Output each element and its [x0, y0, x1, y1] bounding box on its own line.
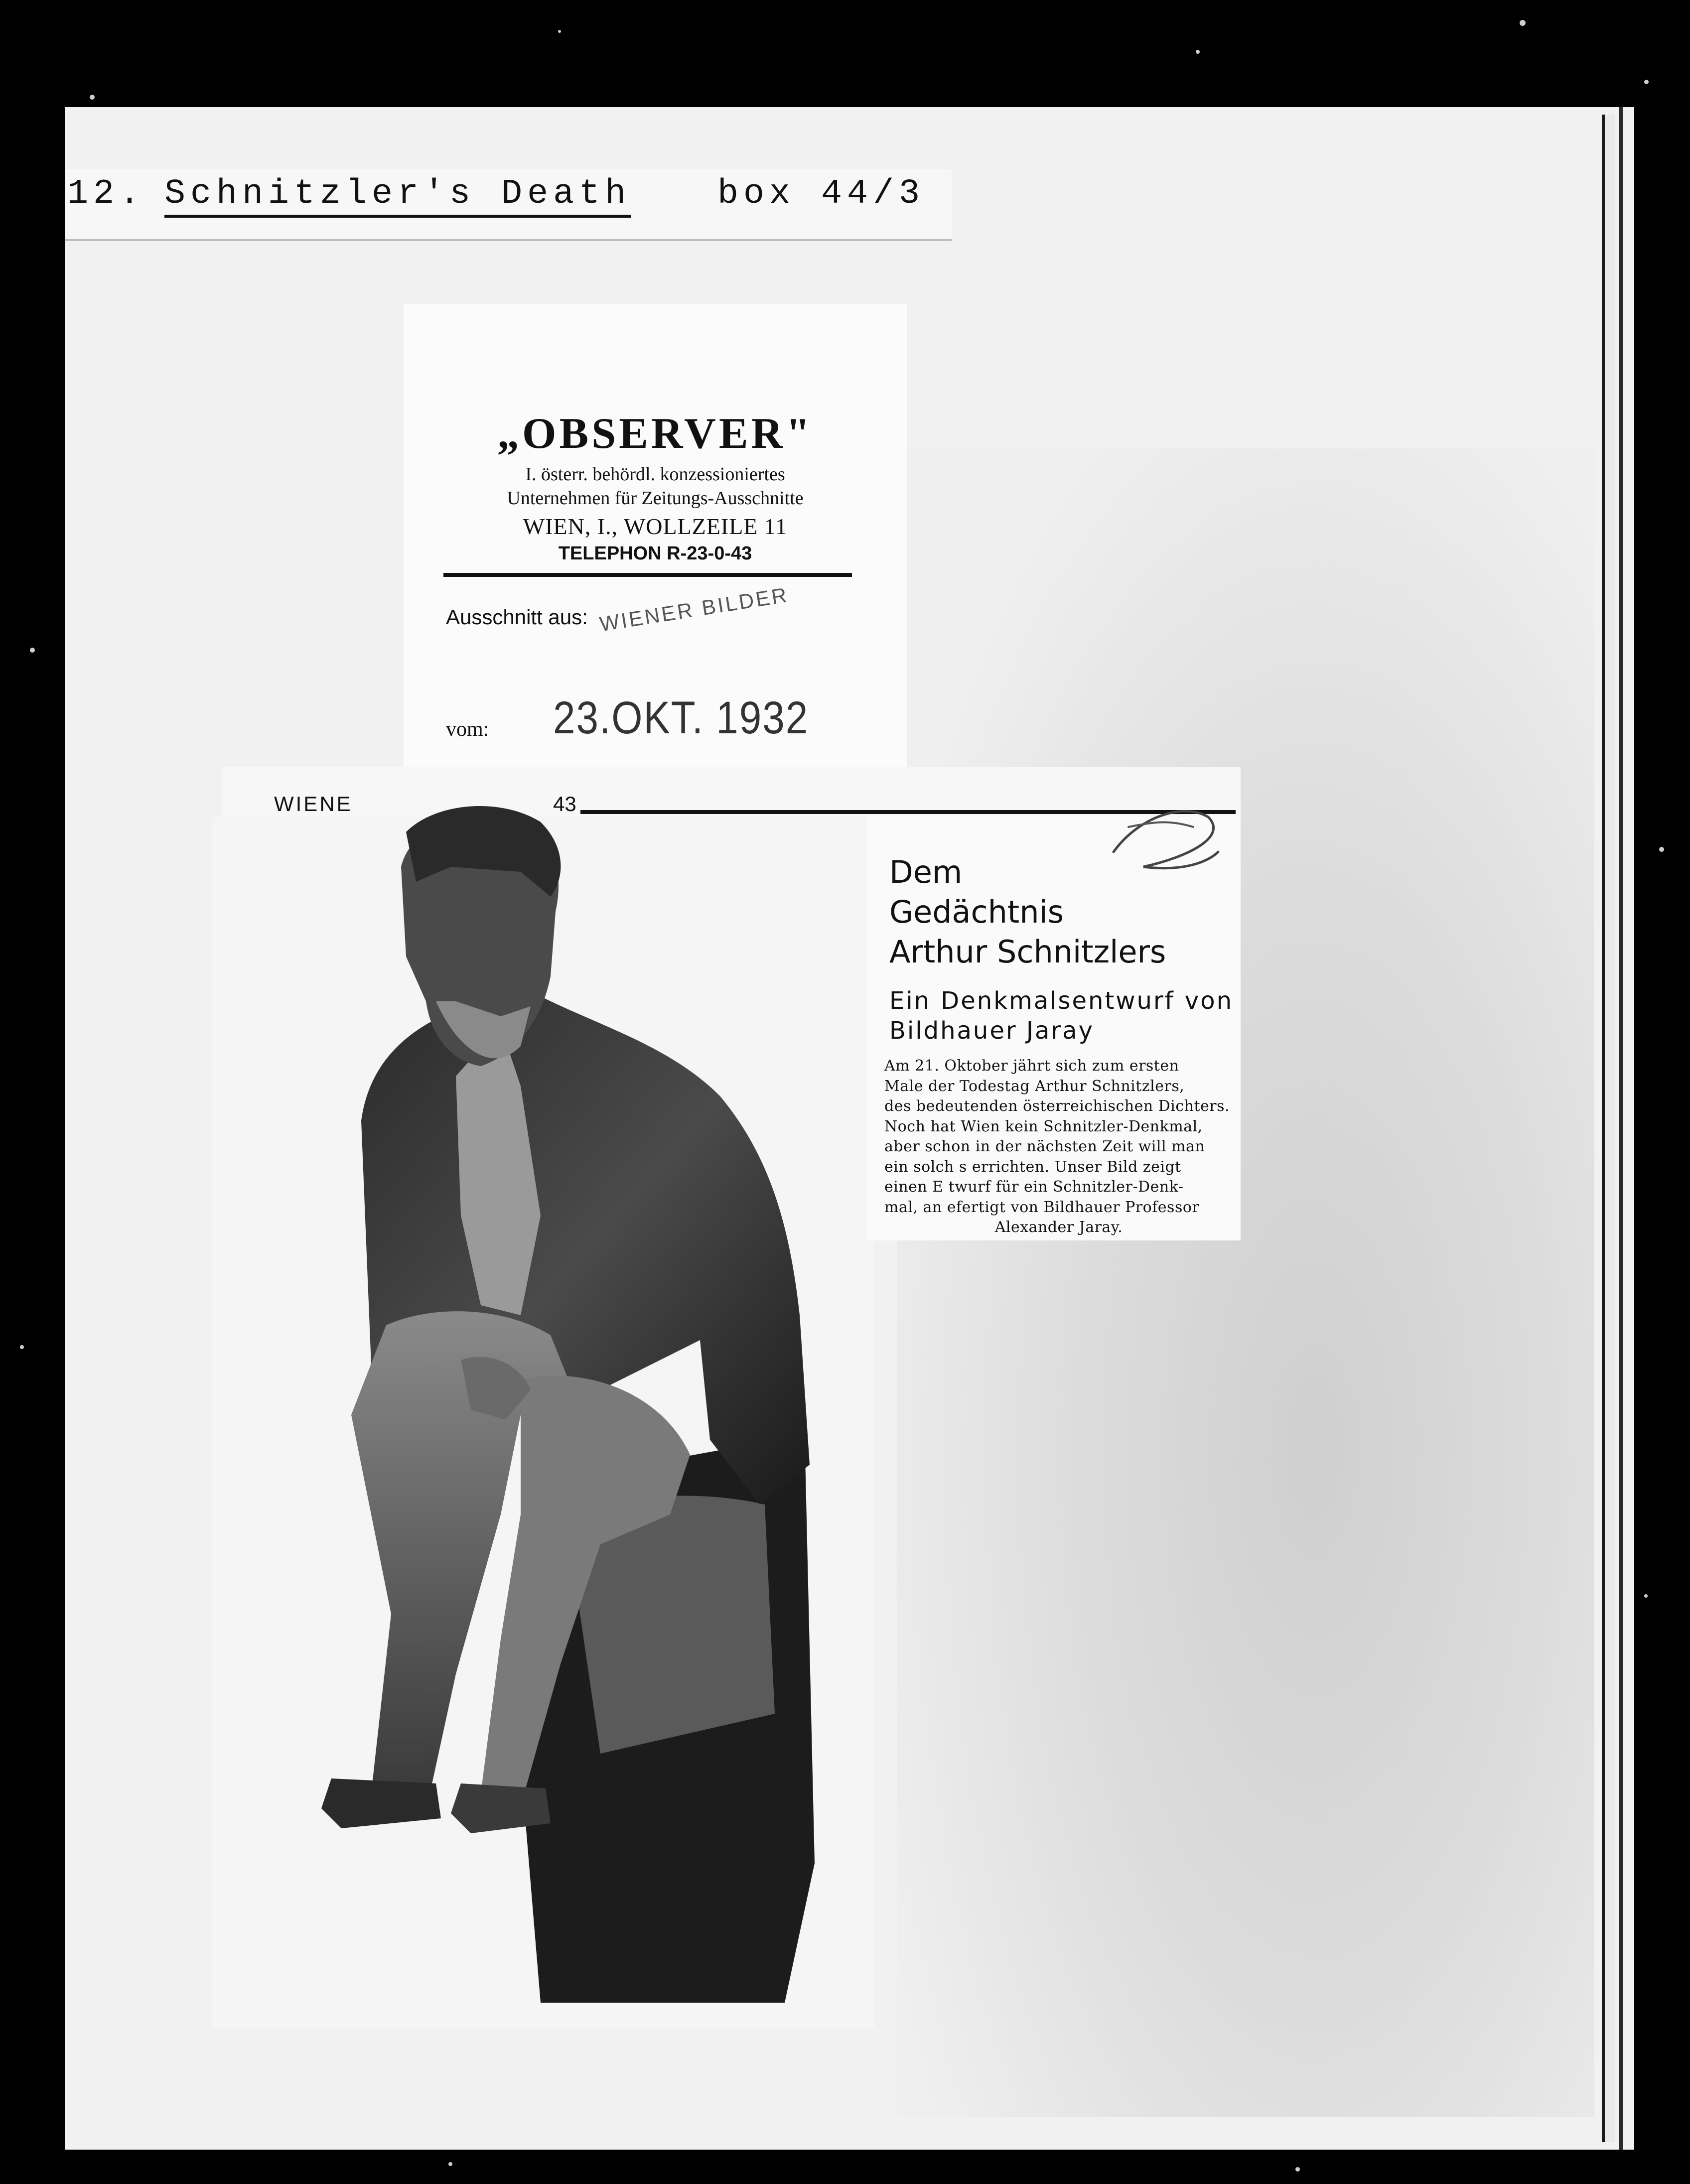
article-body-line: Am 21. Oktober jährt sich zum ersten	[884, 1057, 1179, 1075]
article-subheadline-line-1: Ein Denkmalsentwurf von	[889, 987, 1233, 1015]
newspaper-masthead: WIENE	[274, 792, 353, 816]
clipping-service-label	[404, 304, 907, 772]
film-speck	[1659, 847, 1664, 852]
article-body-line: Alexander Jaray.	[994, 1219, 1123, 1236]
film-speck	[1196, 50, 1200, 54]
observer-line-2: Unternehmen für Zeitungs-Ausschnitte	[507, 488, 804, 509]
series-number: 12.	[67, 174, 145, 214]
folder-title: Schnitzler's Death	[164, 174, 631, 218]
observer-divider	[443, 573, 852, 577]
statue-foot-left	[321, 1778, 441, 1828]
date-stamp: 23.OKT. 1932	[553, 692, 809, 743]
film-speck	[1520, 20, 1526, 26]
article-body-line: einen E twurf für ein Schnitzler-Denk-	[884, 1178, 1184, 1196]
observer-line-1: I. österr. behördl. konzessioniertes	[525, 464, 785, 485]
source-label: Ausschnitt aus:	[446, 605, 588, 629]
film-speck	[1295, 2167, 1300, 2172]
observer-telephone: TELEPHON R-23-0-43	[558, 543, 752, 564]
article-body-line: mal, an efertigt von Bildhauer Professor	[884, 1198, 1200, 1216]
film-speck	[1644, 80, 1649, 84]
box-reference: box 44/3	[717, 174, 925, 214]
article-headline-line-2: Gedächtnis	[889, 894, 1064, 930]
film-speck	[448, 2162, 452, 2166]
article-headline-line-3: Arthur Schnitzlers	[889, 934, 1166, 970]
film-speck	[30, 648, 35, 653]
article-headline-line-1: Dem	[889, 854, 963, 890]
sheet-edge-shadow	[1619, 107, 1623, 2150]
film-speck	[20, 1345, 24, 1349]
article-body-line: Male der Todestag Arthur Schnitzlers,	[884, 1077, 1185, 1095]
article-body-line: Noch hat Wien kein Schnitzler-Denkmal,	[884, 1117, 1203, 1135]
article-body-line: aber schon in der nächsten Zeit will man	[884, 1138, 1205, 1155]
article-subheadline-line-2: Bildhauer Jaray	[889, 1017, 1094, 1045]
statue-photo	[222, 767, 879, 2028]
observer-title: „OBSERVER"	[497, 410, 813, 458]
pencil-annotation-mark	[1109, 797, 1223, 897]
newspaper-clipping	[222, 767, 1241, 2028]
date-label: vom:	[446, 718, 489, 741]
page-number: 43	[553, 792, 576, 816]
article-body-line: ein solch s errichten. Unser Bild zeigt	[884, 1158, 1181, 1176]
article-body	[884, 1056, 1233, 1238]
film-speck	[90, 95, 95, 100]
film-speck	[558, 30, 561, 33]
source-stamp: WIENER BILDER	[598, 583, 791, 636]
sheet-edge	[1602, 115, 1615, 2142]
film-speck	[1644, 1594, 1648, 1598]
observer-address: WIEN, I., WOLLZEILE 11	[523, 514, 788, 539]
article-body-line: des bedeutenden österreichischen Dichters.	[884, 1097, 1230, 1115]
